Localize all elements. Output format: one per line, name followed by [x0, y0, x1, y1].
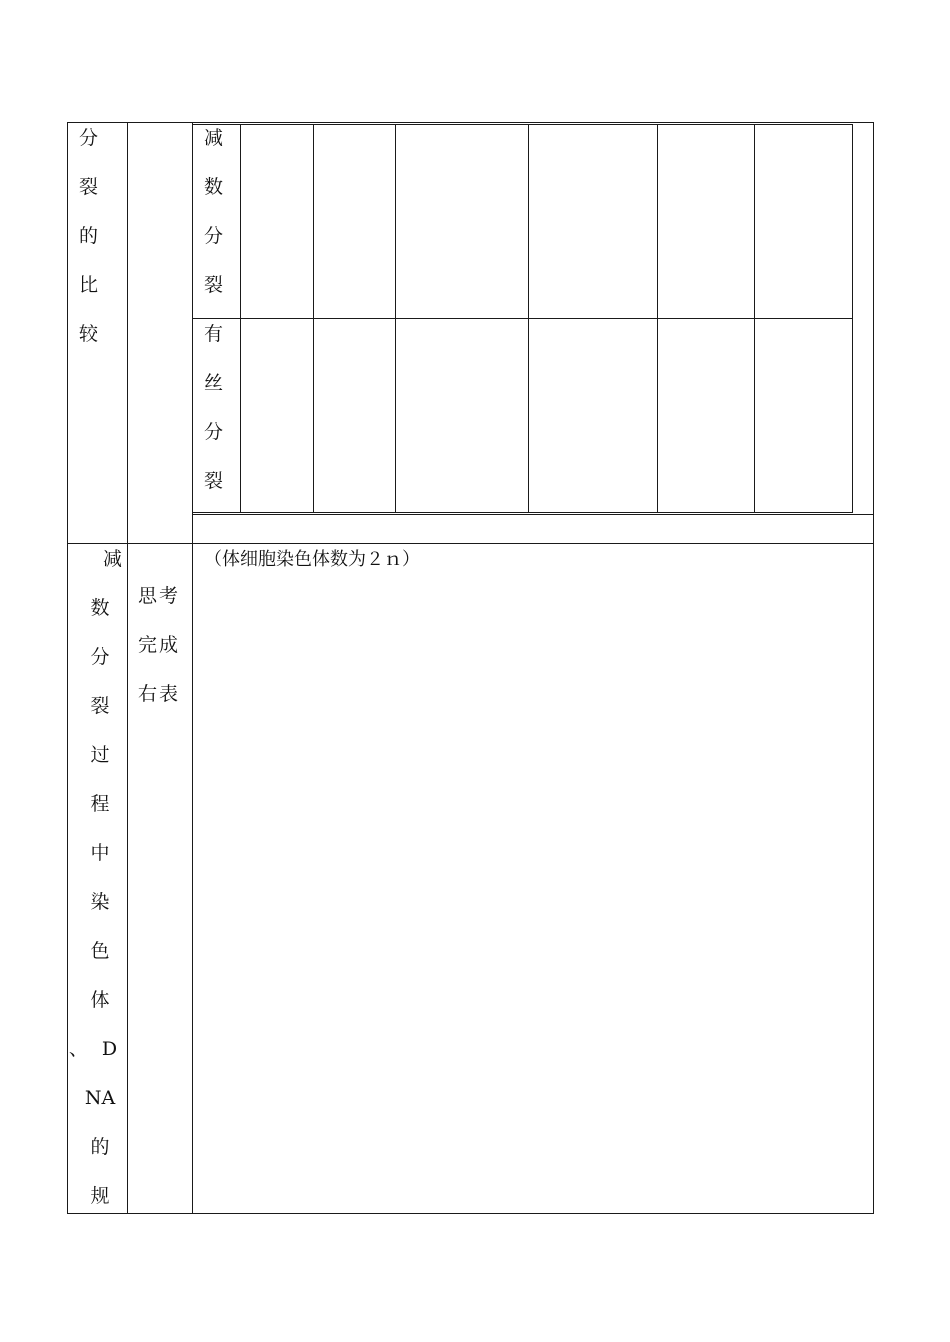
somatic-chromosome-note: （体细胞染色体数为２ｎ）	[204, 549, 420, 570]
row-label-top: 分 裂 的 比 较	[79, 127, 99, 345]
column-divider-2	[192, 122, 193, 1214]
table-right-border	[873, 122, 874, 1214]
table-top-border	[67, 122, 874, 123]
inner-grid-base	[193, 514, 874, 515]
row-label-bottom: 减 数 分 裂 过 程 中 染 色 体 、D NA 的 规	[68, 548, 132, 1207]
inner-row-label-mitosis: 有 丝 分 裂	[204, 323, 224, 492]
inner-grid-col-4	[528, 124, 529, 513]
table-left-border	[67, 122, 68, 1214]
inner-row-label-meiosis: 减 数 分 裂	[204, 127, 224, 296]
inner-grid-col-2	[313, 124, 314, 513]
hint-think-complete-table: 思考 完成 右表	[138, 585, 181, 705]
table-bottom-border	[67, 1213, 874, 1214]
inner-grid-col-6	[754, 124, 755, 513]
inner-grid-col-5	[657, 124, 658, 513]
section-divider	[67, 543, 874, 544]
inner-grid-col-7	[852, 124, 853, 513]
inner-grid-col-3	[395, 124, 396, 513]
inner-grid-col-1	[240, 124, 241, 513]
